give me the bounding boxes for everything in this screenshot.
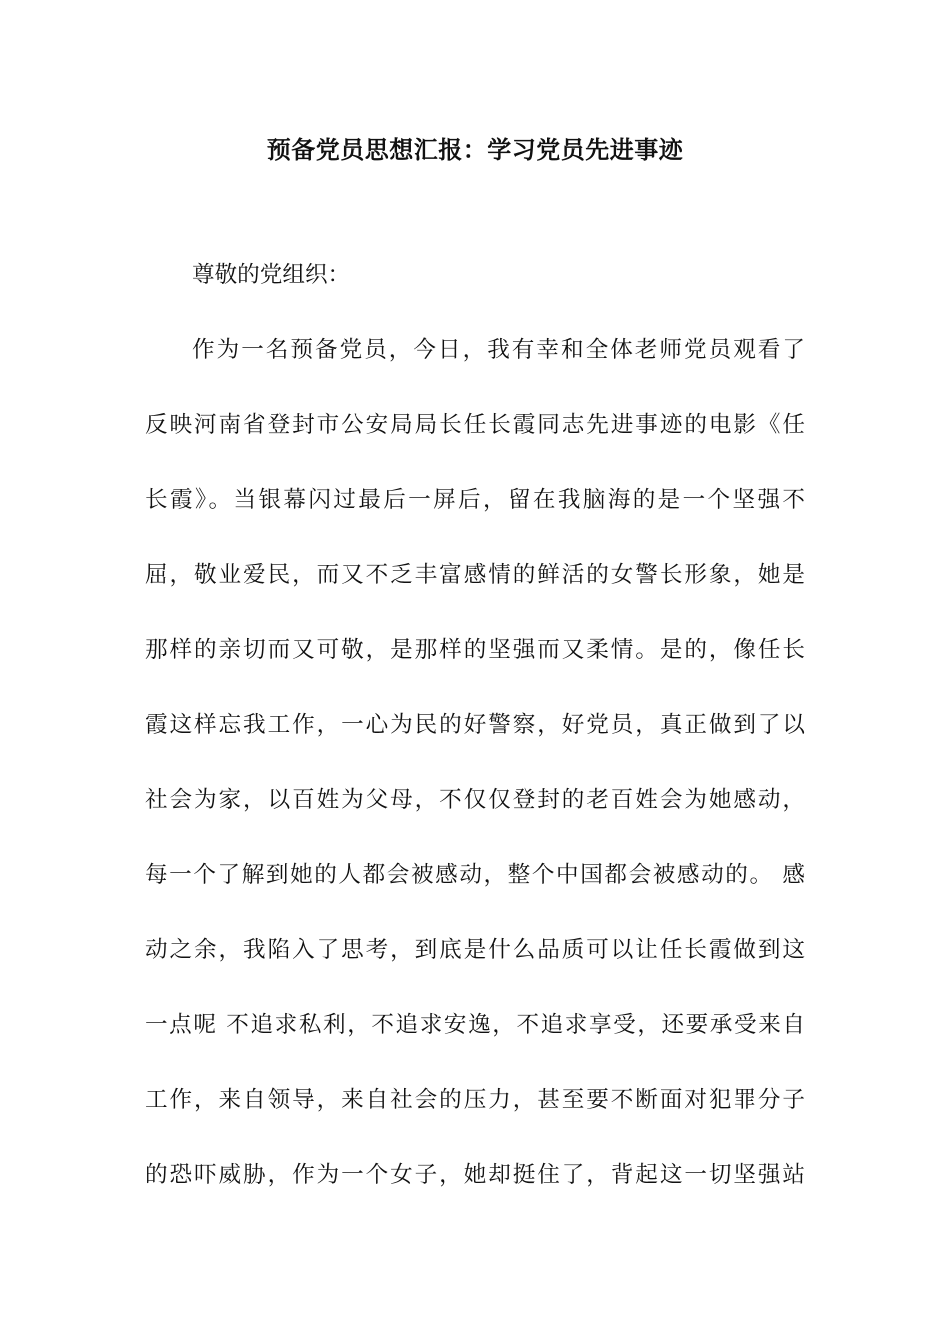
paragraph-line: 的恐吓威胁，作为一个女子，她却挺住了，背起这一切坚强站 bbox=[145, 1162, 805, 1188]
paragraph-line: 一点呢 不追求私利，不追求安逸，不追求享受，还要承受来自 bbox=[145, 1012, 805, 1038]
paragraph-line: 作为一名预备党员，今日，我有幸和全体老师党员观看了 bbox=[192, 337, 805, 363]
paragraph-line: 每一个了解到她的人都会被感动，整个中国都会被感动的。 感 bbox=[145, 862, 805, 888]
paragraph-line: 霞这样忘我工作，一心为民的好警察，好党员，真正做到了以 bbox=[145, 712, 805, 738]
document-title: 预备党员思想汇报：学习党员先进事迹 bbox=[266, 135, 684, 164]
salutation: 尊敬的党组织： bbox=[192, 262, 351, 288]
paragraph-line: 屈，敬业爱民，而又不乏丰富感情的鲜活的女警长形象，她是 bbox=[145, 562, 805, 588]
paragraph-line: 长霞》。当银幕闪过最后一屏后，留在我脑海的是一个坚强不 bbox=[145, 487, 805, 513]
paragraph-line: 动之余，我陷入了思考，到底是什么品质可以让任长霞做到这 bbox=[145, 937, 805, 963]
paragraph-line: 社会为家，以百姓为父母，不仅仅登封的老百姓会为她感动， bbox=[145, 787, 805, 813]
paragraph-line: 工作，来自领导，来自社会的压力，甚至要不断面对犯罪分子 bbox=[145, 1087, 805, 1113]
paragraph-line: 那样的亲切而又可敬，是那样的坚强而又柔情。是的，像任长 bbox=[145, 637, 805, 663]
paragraph-line: 反映河南省登封市公安局局长任长霞同志先进事迹的电影《任 bbox=[145, 412, 805, 438]
